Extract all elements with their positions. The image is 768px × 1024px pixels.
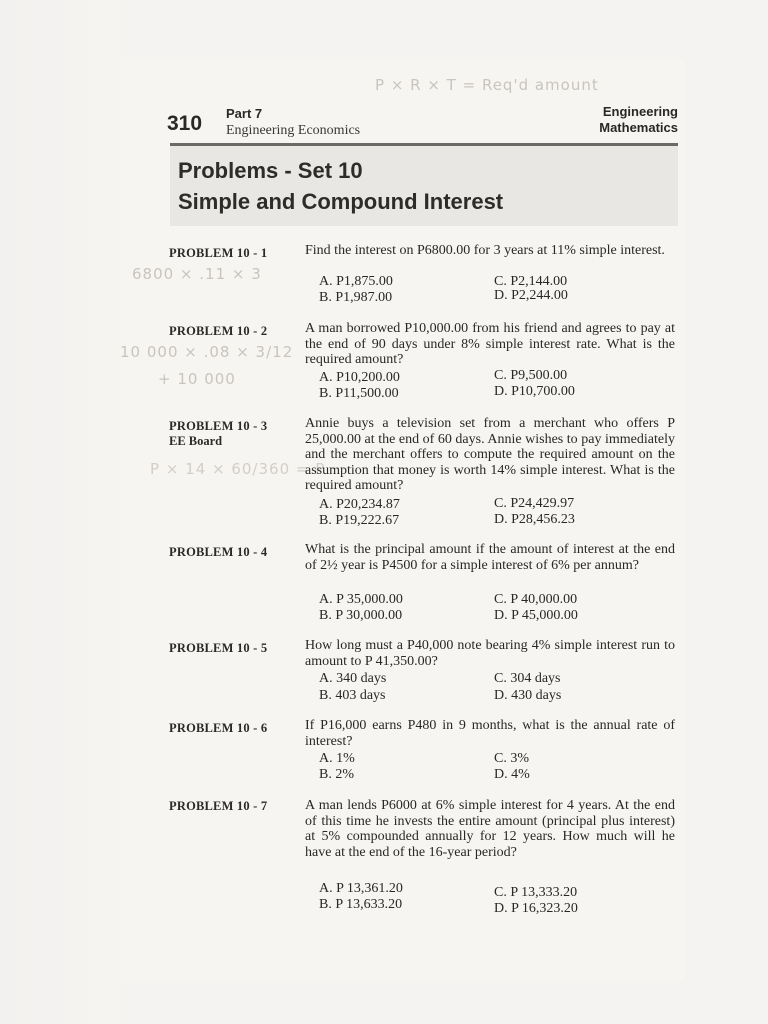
option-b: B. 2% — [319, 767, 354, 782]
option-d: D. P28,456.23 — [494, 512, 575, 527]
problem-label: PROBLEM 10 - 5 — [169, 641, 268, 655]
problem-question: How long must a P40,000 note bearing 4% simple interest run to amount to P 41,350.00? — [305, 638, 675, 669]
option-c: C. P24,429.97 — [494, 496, 575, 511]
problem-question: A man borrowed P10,000.00 from his friend and agrees to pay at the end of 90 days under 8% simple interest rate. What is the required amount? — [305, 321, 675, 367]
option-a: A. P10,200.00 — [319, 370, 400, 385]
problem-label: PROBLEM 10 - 3 — [169, 419, 268, 433]
page-title: Problems - Set 10 — [178, 158, 363, 183]
option-c: C. 304 days — [494, 671, 561, 686]
option-a: A. 340 days — [319, 671, 387, 686]
problem-question: Find the interest on P6800.00 for 3 years at 11% simple interest. — [305, 243, 665, 258]
pencil-note-problem-3: P × 14 × 60/360 = P — [150, 460, 326, 478]
problem-label: PROBLEM 10 - 1 — [169, 246, 268, 260]
page-subtitle: Simple and Compound Interest — [178, 189, 504, 214]
page-number: 310 — [167, 112, 203, 135]
problem-question: A man lends P6000 at 6% simple interest for 4 years. At the end of this time he invests the entire amount (principal plus interest) at 5% compounded annually for 12 years. How much will he have at the end of the 16-year period? — [305, 798, 675, 860]
problem-question: Annie buys a television set from a merchant who offers P 25,000.00 at the end of 60 days. Annie wishes to pay immediately and the merchant offers to compute the required amount on the assumption that money is worth 14% simple interest. What is the required amount? — [305, 416, 675, 493]
problem-label: PROBLEM 10 - 6 — [169, 721, 268, 735]
option-c: C. P2,144.00 — [494, 274, 568, 289]
option-d: D. P 45,000.00 — [494, 608, 578, 623]
section-label: Engineering Economics — [226, 123, 361, 138]
problem-label: PROBLEM 10 - 2 — [169, 324, 268, 338]
problem-question: If P16,000 earns P480 in 9 months, what is the annual rate of interest? — [305, 718, 675, 749]
page-margin — [0, 0, 120, 1024]
part-label: Part 7 — [226, 106, 263, 121]
option-a: A. P 35,000.00 — [319, 592, 403, 607]
pencil-note-top: P × R × T = Req'd amount — [375, 76, 599, 94]
book-title-line2: Mathematics — [599, 120, 678, 135]
option-c: C. P 40,000.00 — [494, 592, 578, 607]
problem-label: PROBLEM 10 - 4 — [169, 545, 268, 559]
option-a: A. P1,875.00 — [319, 274, 393, 289]
pencil-note-problem-2b: + 10 000 — [158, 370, 236, 388]
option-a: A. P 13,361.20 — [319, 881, 403, 896]
option-c: C. P9,500.00 — [494, 368, 568, 383]
option-b: B. 403 days — [319, 688, 386, 703]
option-d: D. 4% — [494, 767, 530, 782]
option-d: D. P2,244.00 — [494, 288, 568, 303]
option-d: D. P 16,323.20 — [494, 901, 578, 916]
option-d: D. 430 days — [494, 688, 562, 703]
option-b: B. P1,987.00 — [319, 290, 393, 305]
book-title — [560, 104, 678, 136]
option-b: B. P19,222.67 — [319, 513, 400, 528]
option-c: C. P 13,333.20 — [494, 885, 578, 900]
pencil-note-problem-1: 6800 × .11 × 3 — [132, 265, 262, 283]
book-title-line1: Engineering — [602, 104, 678, 119]
problem-label: PROBLEM 10 - 7 — [169, 799, 268, 813]
option-b: B. P 30,000.00 — [319, 608, 403, 623]
pencil-note-problem-2a: 10 000 × .08 × 3/12 — [120, 343, 294, 361]
option-a: A. 1% — [319, 751, 355, 766]
option-d: D. P10,700.00 — [494, 384, 575, 399]
option-c: C. 3% — [494, 751, 529, 766]
problem-source: EE Board — [169, 434, 223, 448]
problem-question: What is the principal amount if the amount of interest at the end of 2½ year is P4500 for a simple interest of 6% per annum? — [305, 542, 675, 573]
option-a: A. P20,234.87 — [319, 497, 400, 512]
option-b: B. P11,500.00 — [319, 386, 399, 401]
option-b: B. P 13,633.20 — [319, 897, 403, 912]
